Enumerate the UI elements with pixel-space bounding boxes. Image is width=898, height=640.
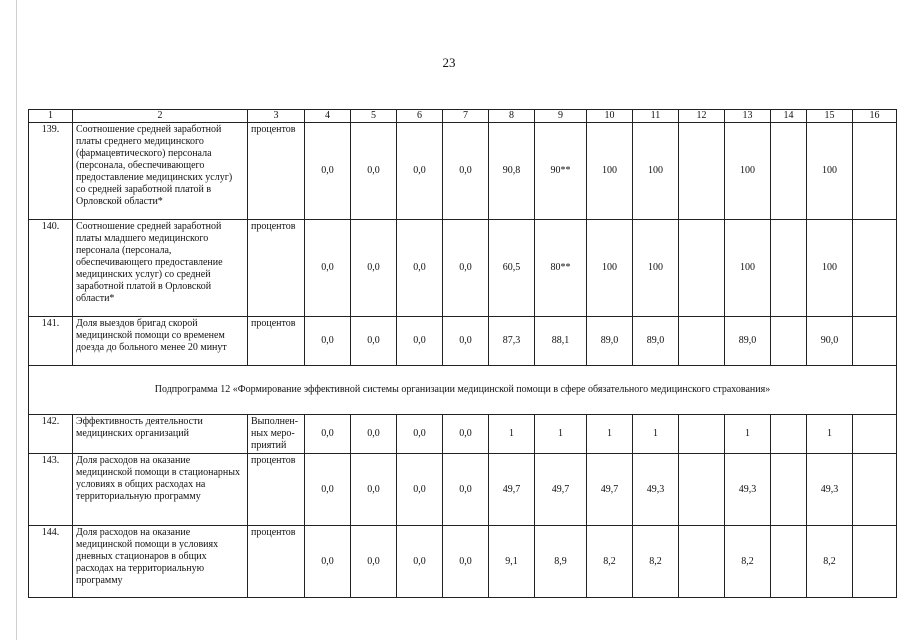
row-number: 144. [29, 526, 73, 598]
unit-cell: процентов [248, 526, 305, 598]
value-cell: 100 [587, 123, 633, 220]
column-header: 7 [443, 110, 489, 123]
value-cell: 0,0 [443, 415, 489, 454]
column-header: 16 [853, 110, 897, 123]
subprogram-row [29, 366, 897, 415]
value-cell: 9,1 [489, 526, 535, 598]
column-header: 13 [725, 110, 771, 123]
unit-cell: Выполнен-ных меро-приятий [248, 415, 305, 454]
value-cell: 0,0 [397, 123, 443, 220]
value-cell [771, 415, 807, 454]
value-cell: 89,0 [587, 317, 633, 366]
value-cell: 0,0 [397, 526, 443, 598]
value-cell: 49,3 [633, 454, 679, 526]
value-cell: 80** [535, 220, 587, 317]
page-edge-line [16, 0, 17, 640]
value-cell [771, 454, 807, 526]
value-cell [679, 317, 725, 366]
value-cell: 0,0 [305, 317, 351, 366]
value-cell: 1 [807, 415, 853, 454]
value-cell: 100 [725, 220, 771, 317]
value-cell: 100 [807, 123, 853, 220]
value-cell [853, 123, 897, 220]
value-cell [679, 415, 725, 454]
value-cell: 1 [535, 415, 587, 454]
value-cell: 100 [633, 123, 679, 220]
value-cell: 49,7 [535, 454, 587, 526]
value-cell: 1 [633, 415, 679, 454]
column-header: 6 [397, 110, 443, 123]
column-header: 12 [679, 110, 725, 123]
indicator-name: Соотношение средней заработной платы среднего медицинского (фармацевтического) персонала (персонала, обеспечивающего предоставление медицинских услуг) со средней заработной платой в Орловской области* [73, 123, 248, 220]
value-cell: 0,0 [305, 123, 351, 220]
value-cell [771, 317, 807, 366]
row-number: 142. [29, 415, 73, 454]
value-cell: 49,3 [725, 454, 771, 526]
value-cell: 0,0 [305, 454, 351, 526]
subprogram-title: Подпрограмма 12 «Формирование эффективной системы организации медицинской помощи в сфере обязательного медицинского страхования» [29, 366, 897, 415]
value-cell [853, 526, 897, 598]
indicator-table [28, 109, 897, 598]
column-header: 9 [535, 110, 587, 123]
row-number: 143. [29, 454, 73, 526]
value-cell: 90** [535, 123, 587, 220]
value-cell: 1 [725, 415, 771, 454]
indicator-name: Доля расходов на оказание медицинской помощи в стационарных условиях в общих расходах на территориальную программу [73, 454, 248, 526]
value-cell: 89,0 [633, 317, 679, 366]
column-header: 1 [29, 110, 73, 123]
value-cell: 0,0 [443, 454, 489, 526]
table-row [29, 123, 897, 220]
value-cell: 0,0 [397, 454, 443, 526]
value-cell: 0,0 [397, 317, 443, 366]
table-row [29, 454, 897, 526]
value-cell [679, 454, 725, 526]
value-cell: 1 [587, 415, 633, 454]
value-cell: 49,7 [587, 454, 633, 526]
value-cell [853, 454, 897, 526]
table-row [29, 317, 897, 366]
value-cell [853, 317, 897, 366]
value-cell: 8,9 [535, 526, 587, 598]
column-header: 8 [489, 110, 535, 123]
value-cell: 100 [587, 220, 633, 317]
value-cell: 0,0 [351, 123, 397, 220]
value-cell: 0,0 [443, 526, 489, 598]
table-row [29, 526, 897, 598]
header-row [29, 110, 897, 123]
value-cell: 100 [807, 220, 853, 317]
value-cell [679, 220, 725, 317]
column-header: 10 [587, 110, 633, 123]
value-cell [771, 123, 807, 220]
value-cell: 0,0 [305, 220, 351, 317]
table-row [29, 415, 897, 454]
value-cell [853, 415, 897, 454]
value-cell: 0,0 [443, 220, 489, 317]
value-cell: 8,2 [633, 526, 679, 598]
value-cell: 0,0 [351, 526, 397, 598]
unit-cell: процентов [248, 317, 305, 366]
indicator-name: Эффективность деятельности медицинских организаций [73, 415, 248, 454]
column-header: 14 [771, 110, 807, 123]
value-cell: 0,0 [351, 220, 397, 317]
value-cell [853, 220, 897, 317]
value-cell: 89,0 [725, 317, 771, 366]
column-header: 15 [807, 110, 853, 123]
value-cell [679, 526, 725, 598]
indicator-name: Доля расходов на оказание медицинской помощи в условиях дневных стационаров в общих расходах на территориальную программу [73, 526, 248, 598]
column-header: 2 [73, 110, 248, 123]
unit-cell: процентов [248, 123, 305, 220]
value-cell: 88,1 [535, 317, 587, 366]
value-cell: 8,2 [587, 526, 633, 598]
table-row [29, 220, 897, 317]
value-cell: 90,8 [489, 123, 535, 220]
value-cell: 0,0 [397, 415, 443, 454]
value-cell: 1 [489, 415, 535, 454]
column-header: 3 [248, 110, 305, 123]
column-header: 5 [351, 110, 397, 123]
value-cell: 0,0 [443, 317, 489, 366]
value-cell: 0,0 [305, 526, 351, 598]
value-cell: 8,2 [807, 526, 853, 598]
value-cell: 49,7 [489, 454, 535, 526]
value-cell: 8,2 [725, 526, 771, 598]
value-cell: 0,0 [351, 454, 397, 526]
value-cell: 0,0 [351, 415, 397, 454]
value-cell: 90,0 [807, 317, 853, 366]
value-cell: 100 [633, 220, 679, 317]
indicator-name: Соотношение средней заработной платы младшего медицинского персонала (персонала, обеспечивающего предоставление медицинских услуг) со средней заработной платой в Орловской области* [73, 220, 248, 317]
indicator-name: Доля выездов бригад скорой медицинской помощи со временем доезда до больного менее 20 минут [73, 317, 248, 366]
unit-cell: процентов [248, 454, 305, 526]
value-cell: 49,3 [807, 454, 853, 526]
page-number: 23 [442, 55, 456, 70]
value-cell: 60,5 [489, 220, 535, 317]
value-cell: 0,0 [397, 220, 443, 317]
column-header: 11 [633, 110, 679, 123]
value-cell: 0,0 [443, 123, 489, 220]
value-cell [771, 220, 807, 317]
value-cell: 100 [725, 123, 771, 220]
column-header: 4 [305, 110, 351, 123]
row-number: 141. [29, 317, 73, 366]
value-cell [771, 526, 807, 598]
value-cell: 0,0 [305, 415, 351, 454]
unit-cell: процентов [248, 220, 305, 317]
value-cell: 87,3 [489, 317, 535, 366]
value-cell [679, 123, 725, 220]
row-number: 139. [29, 123, 73, 220]
value-cell: 0,0 [351, 317, 397, 366]
row-number: 140. [29, 220, 73, 317]
